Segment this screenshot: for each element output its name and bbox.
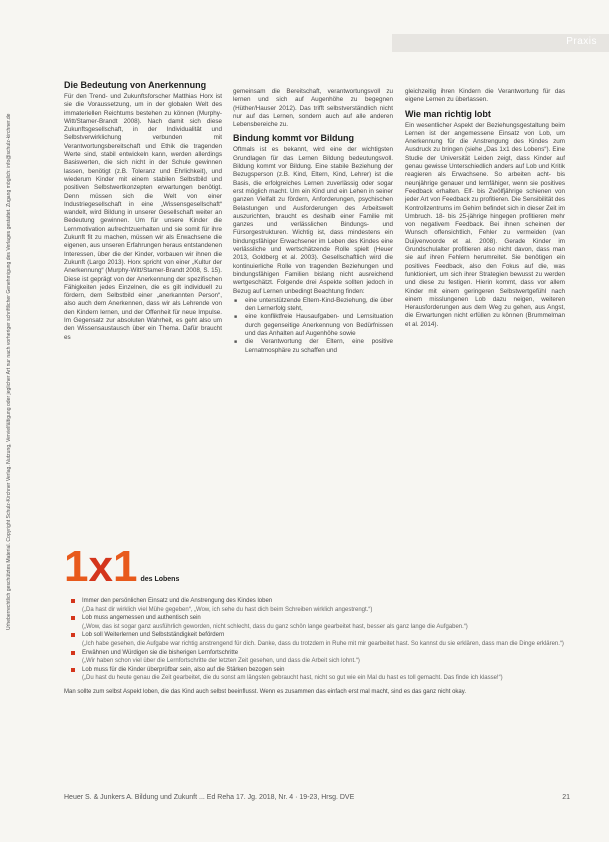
aspects-list [233, 297, 393, 355]
column-2 [233, 88, 393, 355]
praise-box [64, 542, 564, 695]
paragraph-continuation: gleichzeitig ihren Kindern die Verantwortung für das eigene Lernen zu überlassen. [405, 88, 565, 104]
list-item: ■ eine unterstützende Eltern-Kind-Beziehung, die über den Lernerfolg steht, [233, 297, 393, 314]
logo-digit-one: 1 [64, 542, 89, 591]
list-item: Lob soll Weiterlernen und Selbstständigkeit befördern („Ich habe gesehen, die Aufgabe war richtig anstrengend für dich. Danke, dass du trotzdem in Ruhe mit mir gearbeitet hast. So kannst du sie erklären, dass man die Dinge erklären.“) [64, 631, 564, 648]
praise-box-subtitle: des Lobens [140, 576, 180, 583]
page-footer [64, 794, 570, 801]
heading-bindung: Bindung kommt vor Bildung [233, 133, 354, 144]
paragraph-bindung: Oftmals ist es bekannt, wird eine der wichtigsten Grundlagen für das Lernen Bildung bedeutungsvoll. Bildung kommt vor Bildung. Eine stabile Beziehung der Bezugsperson (z.B. Kind, Eltern, Kind, Lehrer) ist die Basis, die erfolgreiches Lernen zuverlässig oder sogar erst möglich macht. Um ein Kind und ein Lehen in seiner ganzen Vielfalt zu fördern, Anforderungen, psychischen Belastungen und Ausforderungen des Arbeitswelt auszurichten, braucht es deshalb einer Familie mit ganzes und verlässlichen Bindungs- und Fürsorgestrukturen. Wichtig ist, dass mindestens ein bindungsfähiger Erwachsener im Leben des Kindes eine verlässliche und wertschätzende Rolle spielt (Heuer 2013, Goldberg et al. 2003). Gesellschaftlich wird die kontinuierliche Rolle von tragenden Beziehungen und bindungsfähigen Familien bislang nicht ausreichend wertgeschätzt. Folgende drei Aspekte sollten jedoch in Bezug auf Lernen unbedingt Beachtung finden: [233, 146, 393, 295]
list-item: Immer den persönlichen Einsatz und die Anstrengung des Kindes loben („Da hast dir wirklich viel Mühe gegeben“, „Wow, ich sehe du hast dich beim Schreiben wirklich angestrengt.“) [64, 597, 564, 614]
copyright-side-note [6, 30, 18, 630]
section-tag: Praxis [566, 36, 597, 47]
paragraph-continuation: gemeinsam die Bereitschaft, verantwortungsvoll zu lernen und sich auf Augenhöhe zu begegnen (Hüther/Hauser 2012). Das trifft selbstverständlich nicht nur auf das Lernen, sondern auch auf alle anderen Lebensbereiche zu. [233, 88, 393, 129]
footer-citation: Heuer S. & Junkers A. Bildung und Zukunft ... Ed Reha 17. Jg. 2018, Nr. 4 · 19-23, Hrsg. DVE [64, 794, 355, 801]
list-item: ■ eine konfliktfreie Hausaufgaben- und Lernsituation durch gegenseitige Anerkennung von Bedürfnissen und das Anhalten auf Augenhöhe sowie [233, 313, 393, 338]
bullet-square-icon [71, 633, 75, 637]
bullet-square-icon [71, 668, 75, 672]
list-item: Lob muss für die Kinder überprüfbar sein, also auf die Stärken bezogen sein („Du hast du heute genau die Zeit gearbeitet, die du sonst am längsten gebraucht hast, nicht so gut wie ein Mal du hast es toll gemacht. Das finde ich klasse!“) [64, 666, 564, 683]
bullet-square-icon [71, 599, 75, 603]
column-1 [64, 80, 222, 342]
page-number: 21 [562, 794, 570, 801]
copyright-text: Urheberrechtlich geschütztes Material. Copyright Schulz-Kirchner Verlag. Nutzung, Vervielfältigung oder jeglicher Art nur nach vorheriger schriftlicher Genehmigung des Verlages gestattet. Zugang möglich: info@schulz-kirchner.de [6, 113, 12, 630]
paragraph-anerkennung: Für den Trend- und Zukunftsforscher Matthias Horx ist sie die Voraussetzung, um in der globalen Welt des immateriellen Reichtums bestehen zu können (Murphy-Witt/Stamer-Brandt 2008). Nach damit sich diese Zukunftsgesellschaft, in der Individualität und Selbstverwirklichung verbunden mit Verantwortungsbereitschaft und Ethik die tragenden Werte sind, stabil entwickeln kann, werden allerdings Basiswerten, die sich nicht in der Schule gewinnen lassen, benötigt (z.B. Toleranz und Ehrlichkeit), und wiederum Kinder mit einem stabilen Selbstbild und positiven Selbstwertkonzepten erwartungen benötigt. Denn müssen sich die Welt von einer Industriegesellschaft in eine „Wissensgesellschaft“ wandelt, wird Bildung in unserer Gesellschaft weiter an Bedeutung gewinnen. Um für unsere Kinder die Lernmotivation aufrechtzuerhalten und sie somit für ihre Zukunft fit zu machen, müssen wir als Erwachsene die eigenen, aus unseren Erfahrungen heraus entstandenen Interessen, über die der Kinder, vorbauen wir ihnen die Zukunft (Largo 2013). Horx spricht von einer „Kultur der Anerkennung“ (Murphy-Witt/Stamer-Brandt 2008, S. 15). Diese ist geprägt von der Anerkennung der spezifischen Fähigkeiten jedes Einzelnen, die es gilt individuell zu fördern, dem Selbstbild einer „anerkannten Person“, also auch dem Anerkennen, dass wir als Lehrende von den Kindern lernen, und der Offenheit für neue Impulse. Im Gegensatz zur absoluten Wahrheit, es geht also um den Wissensaustausch über ein Thema. Dafür braucht es [64, 93, 222, 341]
list-item: Erwähnen und Würdigen sie die bisherigen Lernfortschritte („Wir haben schon viel über die Lernfortschritte der letzten Zeit gesehen, und dass die Arbeit sich lohnt.“) [64, 649, 564, 666]
praise-list [64, 597, 564, 683]
list-item: Lob muss angemessen und authentisch sein („Wow, das ist sogar ganz ausführlich geworden, nicht schlecht, dass du ganz schön lange gearbeitet hast, besser als ganz lange die Aufgaben.“) [64, 614, 564, 631]
column-3 [405, 88, 565, 329]
heading-loben: Wie man richtig lobt [405, 108, 491, 119]
bullet-square-icon [71, 616, 75, 620]
heading-anerkennung: Die Bedeutung von Anerkennung [64, 80, 207, 90]
bullet-square-icon [71, 651, 75, 655]
praise-box-closing: Man sollte zum selbst Aspekt loben, die das Kind auch selbst beeinflusst. Wenn es zusammen das einfach erst mal macht, sind es das ganz nicht okay. [64, 688, 466, 695]
list-item: ■ die Verantwortung der Eltern, eine positive Lernatmosphäre zu schaffen und [233, 338, 393, 355]
logo-digit-one-2: 1 [112, 542, 138, 591]
paragraph-loben: Ein wesentlicher Aspekt der Beziehungsgestaltung beim Lernen ist der angemessene Einsatz von Lob, um Anerkennung für die Anstrengung des Kindes zum Ausdruck zu bringen (siehe „Das 1x1 des Lobens“). Eine Studie der Universität Leiden zeigt, dass Kinder auf genau gewisse Unterschiedlich anders auf Lob und Kritik reagieren als Erwachsene. So arbeiten acht- bis neunjährige genauer und lernfähiger, wenn sie positives Feedback erhalten. Elf- bis Zwölfjährige schienen von jeder Art von Feedback zu profitieren. Die Sensibilität des Kontrollzentrums im Gehirn befindet sich in dieser Zeit im Umbruch. 18- bis 25-jährige hingegen profitieren mehr von negativem Feedback. Bei ihnen scheinen der Wunsch offensichtlich, Fehler zu vermeiden (van Duijvenvoorde et al. 2008). Gerade Kinder im Grundschulalter profitieren also nicht davon, dass man sie auf ihren Fehlern herumreitet. Sie benötigen ein positives Feedback, also den Fokus auf die, was funktioniert, um sich ihrer Strategien bewusst zu werden und diese zu festigen. Hierin kommt, dass vor allem Kinder mit einem geringeren Selbstwertgefühl nach einem misslungenen Lob dazu neigen, weiteren Herausforderungen aus dem Weg zu gehen, aus Angst, die Erwartungen nicht erfüllen zu können (Brummelman et al. 2014). [405, 121, 565, 328]
logo-times: x [88, 542, 113, 591]
praise-box-logo [64, 542, 564, 591]
section-band [392, 34, 609, 52]
